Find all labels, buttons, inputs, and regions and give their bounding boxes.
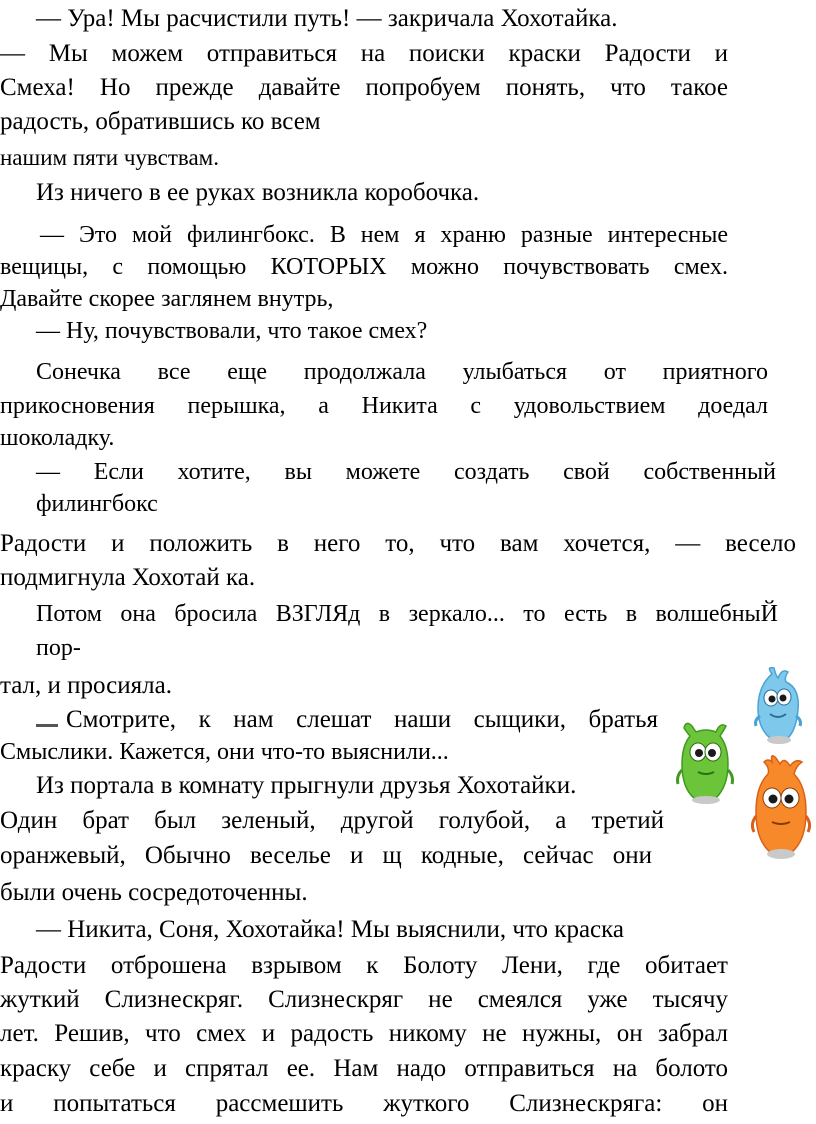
text-line: — Никита, Соня, Хохотайка! Мы выяснили, что краска (36, 916, 625, 943)
text-line: вещицы, с помощью КОТОРЫХ можно почувствовать смех. (0, 254, 728, 280)
text-line: Сонечка все еще продолжала улыбаться от приятного (36, 359, 768, 385)
text-line: Один брат был зеленый, другой голубой, а третий (0, 807, 664, 834)
text-line: пор- (36, 635, 81, 661)
text-line: Смыслики. Кажется, они что-то выяснили... (0, 739, 449, 765)
text-line: радость, обратившись ко всем (0, 108, 321, 135)
text-line: филингбокс (36, 491, 158, 517)
text-line: Смотрите, к нам слешат наши сыщики, братья (66, 706, 658, 733)
text-line: — Ура! Мы расчистили путь! — закричала Хохотайка. (36, 5, 618, 32)
blue-creature-illustration (752, 664, 804, 746)
text-line: жуткий Слизнескряг. Слизнескряг не смеялся уже тысячу (0, 986, 728, 1013)
text-line: оранжевый, Обычно веселье и щ кодные, сейчас они (0, 842, 652, 869)
text-line: — Мы можем отправиться на поиски краски Радости и (0, 40, 728, 67)
text-line: и попытаться рассмешить жуткого Слизнескряга: он (0, 1090, 728, 1117)
text-line: Радости и положить в него то, что вам хочется, — весело (0, 530, 796, 557)
text-line: нашим пяти чувствам. (0, 145, 219, 170)
text-line: шоколадку. (0, 425, 115, 451)
text-line: прикосновения перышка, а Никита с удовольствием доедал (0, 393, 768, 419)
text-line: подмигнула Хохотай ка. (0, 564, 256, 591)
text-line: — Ну, почувствовали, что такое смех? (36, 318, 428, 344)
text-line-with-dash (36, 705, 664, 735)
text-line: Из ничего в ее руках возникла коробочка. (36, 179, 480, 206)
text-line: — Это мой филингбокс. В нем я храню разные интересные (40, 222, 728, 248)
text-line: — Если хотите, вы можете создать свой собственный (36, 459, 776, 485)
text-line: Радости отброшена взрывом к Болоту Лени, где обитает (0, 952, 728, 979)
orange-creature-illustration (750, 752, 812, 862)
green-creature-illustration (676, 720, 736, 806)
text-line: лет. Решив, что смех и радость никому не нужны, он забрал (0, 1020, 728, 1047)
text-line: тал, и просияла. (0, 672, 172, 699)
text-line: Смеха! Но прежде давайте попробуем понять, что такое (0, 74, 728, 101)
text-line: краску себе и спрятал ее. Нам надо отправиться на болото (0, 1055, 728, 1082)
text-line: Давайте скорее заглянем внутрь, (0, 286, 334, 312)
text-line: Потом она бросила ВЗГЛЯд в зеркало... то есть в волшебныЙ (36, 601, 778, 627)
text-line: Из портала в комнату прыгнули друзья Хохотайки. (36, 772, 577, 799)
dash-mark (36, 724, 58, 727)
text-line: были очень сосредоточенны. (0, 879, 308, 906)
